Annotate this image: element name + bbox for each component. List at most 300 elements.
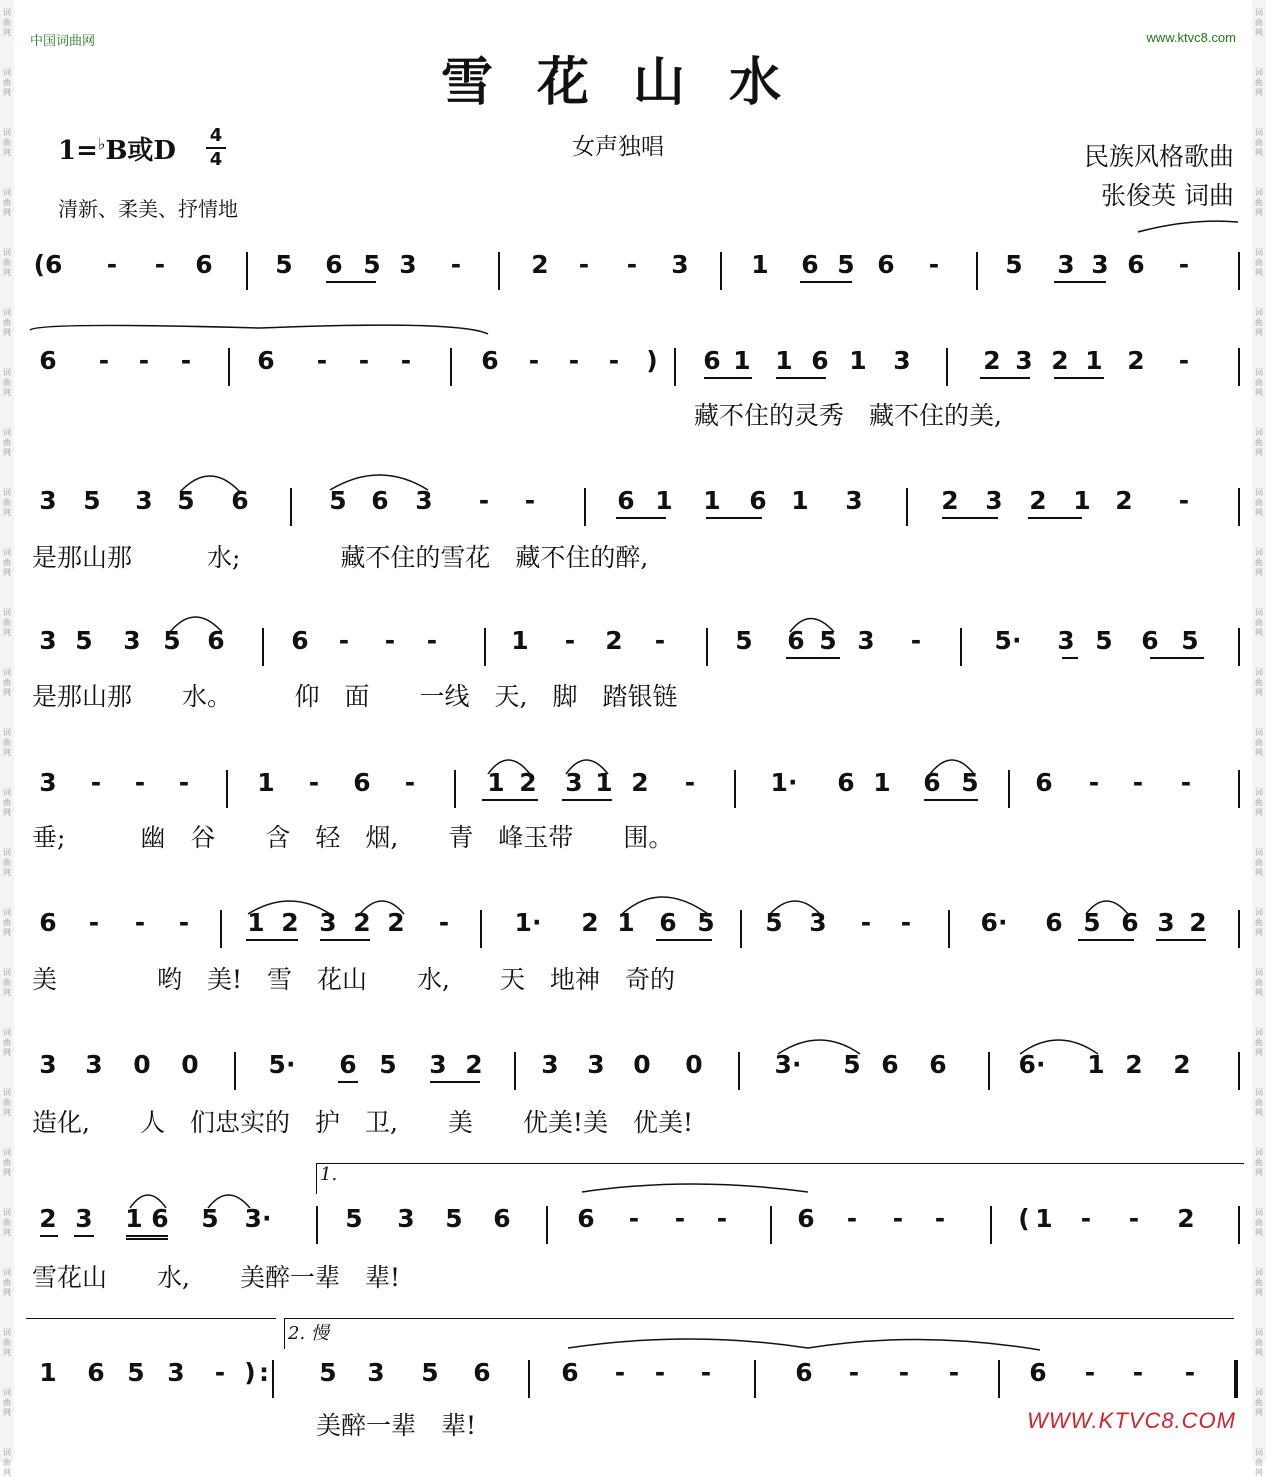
note: 6 <box>87 1358 105 1387</box>
note: 1 <box>247 908 265 937</box>
beam <box>430 1081 480 1083</box>
note: 2 <box>1127 346 1145 375</box>
watermark-glyph: 词 <box>1255 1388 1263 1397</box>
watermark-glyph: 网 <box>3 388 11 397</box>
watermark-glyph: 词 <box>3 68 11 77</box>
note: 2 <box>1051 346 1069 375</box>
dash: - <box>898 1358 910 1387</box>
slur <box>30 325 488 334</box>
note: 3 <box>1091 250 1109 279</box>
dash: - <box>564 626 576 655</box>
watermark-glyph: 词 <box>3 1388 11 1397</box>
watermark-glyph: 曲 <box>1255 1218 1263 1227</box>
watermark-glyph: 词 <box>3 1028 11 1037</box>
note: 3 <box>123 626 141 655</box>
barline <box>906 488 908 526</box>
note: 5 <box>345 1204 363 1233</box>
note: 1 <box>595 768 613 797</box>
watermark-glyph: 网 <box>1255 208 1263 217</box>
watermark-glyph: 词 <box>1255 488 1263 497</box>
note: 6 <box>371 486 389 515</box>
barline <box>316 1206 318 1244</box>
note: 6 <box>561 1358 579 1387</box>
beam <box>656 939 712 941</box>
watermark-glyph: 网 <box>3 1288 11 1297</box>
beam <box>1156 939 1206 941</box>
note: 6 <box>493 1204 511 1233</box>
watermark-glyph: 网 <box>1255 988 1263 997</box>
barline <box>226 770 228 808</box>
barline <box>272 1360 274 1398</box>
note: 1 <box>125 1204 143 1233</box>
beam <box>338 1081 358 1083</box>
barline <box>246 252 248 290</box>
watermark-glyph: 词 <box>1255 908 1263 917</box>
watermark-glyph: 词 <box>1255 668 1263 677</box>
note: 5 <box>837 250 855 279</box>
barline <box>228 348 230 386</box>
barline <box>480 910 482 948</box>
note: 3 <box>75 1204 93 1233</box>
watermark-glyph: 曲 <box>3 798 11 807</box>
watermark-glyph: 网 <box>3 1168 11 1177</box>
watermark-glyph: 网 <box>3 1348 11 1357</box>
dash: - <box>910 626 922 655</box>
watermark-glyph: 曲 <box>3 738 11 747</box>
note: 3 <box>39 768 57 797</box>
dash: - <box>1088 768 1100 797</box>
barline <box>1234 1360 1238 1398</box>
note: 2 <box>519 768 537 797</box>
note: 6 <box>39 346 57 375</box>
note: 1 <box>751 250 769 279</box>
note: 6 <box>1045 908 1063 937</box>
note: 5 <box>961 768 979 797</box>
note: 6 <box>811 346 829 375</box>
watermark-glyph: 曲 <box>3 138 11 147</box>
watermark-glyph: 曲 <box>3 558 11 567</box>
watermark-glyph: 网 <box>3 628 11 637</box>
barline <box>1238 488 1240 526</box>
dash: - <box>716 1204 728 1233</box>
watermark-glyph: 曲 <box>1255 258 1263 267</box>
watermark-glyph: 曲 <box>3 1158 11 1167</box>
dash: - <box>308 768 320 797</box>
beam <box>942 517 998 519</box>
watermark-glyph: 词 <box>3 1328 11 1337</box>
note: 2 <box>387 908 405 937</box>
note: 1 <box>655 486 673 515</box>
note: 1 <box>775 346 793 375</box>
note: 5 <box>379 1050 397 1079</box>
watermark-glyph: 曲 <box>1255 618 1263 627</box>
dash: - <box>214 1358 226 1387</box>
dash: - <box>1184 1358 1196 1387</box>
watermark-glyph: 词 <box>3 1148 11 1157</box>
beam <box>980 377 1030 379</box>
note: 0 <box>133 1050 151 1079</box>
repeat-sign: : <box>259 1358 269 1387</box>
watermark-glyph: 网 <box>3 928 11 937</box>
watermark-glyph: 词 <box>3 188 11 197</box>
watermark-glyph: 网 <box>1255 448 1263 457</box>
note: 3· <box>244 1204 272 1233</box>
dash: - <box>674 1204 686 1233</box>
dash: - <box>1180 768 1192 797</box>
watermark-glyph: 曲 <box>1255 198 1263 207</box>
note: 3· <box>774 1050 802 1079</box>
note: 3 <box>429 1050 447 1079</box>
note: 2 <box>531 250 549 279</box>
watermark-glyph: 词 <box>1255 1088 1263 1097</box>
watermark-glyph: 词 <box>1255 428 1263 437</box>
watermark-glyph: 曲 <box>1255 558 1263 567</box>
note: 1 <box>39 1358 57 1387</box>
note: 1 <box>1085 346 1103 375</box>
watermark-glyph: 词 <box>3 1088 11 1097</box>
note: 6 <box>1127 250 1145 279</box>
watermark-glyph: 词 <box>1255 1028 1263 1037</box>
note: 3 <box>541 1050 559 1079</box>
beam <box>562 799 612 801</box>
note: 6 <box>659 908 677 937</box>
note: 0 <box>685 1050 703 1079</box>
first-ending-label: 1. <box>320 1164 338 1185</box>
dash: - <box>928 250 940 279</box>
watermark-glyph: 曲 <box>1255 438 1263 447</box>
note: 5 <box>75 626 93 655</box>
note: 3 <box>1015 346 1033 375</box>
note: 2 <box>39 1204 57 1233</box>
barline <box>220 910 222 948</box>
note: 3 <box>809 908 827 937</box>
note: 6 <box>749 486 767 515</box>
note: 6 <box>703 346 721 375</box>
barline <box>674 348 676 386</box>
note: 1· <box>770 768 798 797</box>
barline <box>234 1052 236 1090</box>
song-title: 雪花山水 <box>440 52 825 113</box>
note: 6 <box>339 1050 357 1079</box>
watermark-glyph: 词 <box>3 548 11 557</box>
note: 6 <box>877 250 895 279</box>
dash: - <box>608 346 620 375</box>
barline <box>740 910 742 948</box>
watermark-glyph: 曲 <box>3 1398 11 1407</box>
watermark-glyph: 词 <box>1255 8 1263 17</box>
time-signature <box>206 126 226 170</box>
watermark-glyph: 词 <box>3 608 11 617</box>
watermark-glyph: 网 <box>3 268 11 277</box>
watermark-glyph: 词 <box>1255 368 1263 377</box>
dash: - <box>1178 346 1190 375</box>
second-ending-bracket <box>284 1318 1234 1349</box>
watermark-glyph: 网 <box>3 1048 11 1057</box>
dash: - <box>478 486 490 515</box>
beam <box>126 1238 168 1240</box>
right-watermark-strip <box>1252 0 1266 1477</box>
note: 3 <box>1157 908 1175 937</box>
dash: - <box>426 626 438 655</box>
watermark-glyph: 网 <box>1255 28 1263 37</box>
note: 5 <box>275 250 293 279</box>
dash: - <box>700 1358 712 1387</box>
note: 1 <box>511 626 529 655</box>
note: 5 <box>163 626 181 655</box>
site-name-left[interactable]: 中国词曲网 <box>30 33 96 48</box>
note: 5 <box>201 1204 219 1233</box>
watermark-glyph: 曲 <box>1255 1278 1263 1287</box>
note: 3 <box>587 1050 605 1079</box>
watermark-glyph: 网 <box>3 748 11 757</box>
watermark-glyph: 词 <box>3 668 11 677</box>
note: 5 <box>445 1204 463 1233</box>
note: 1 <box>791 486 809 515</box>
note: 6 <box>795 1358 813 1387</box>
beam <box>126 1235 168 1237</box>
note: 2 <box>1189 908 1207 937</box>
watermark-glyph: 曲 <box>1255 918 1263 927</box>
note: 6 <box>577 1204 595 1233</box>
note: 3 <box>39 626 57 655</box>
note: 5 <box>1095 626 1113 655</box>
watermark-glyph: 词 <box>1255 548 1263 557</box>
dash: - <box>316 346 328 375</box>
watermark-glyph: 曲 <box>3 918 11 927</box>
note: 5 <box>127 1358 145 1387</box>
dash: - <box>90 768 102 797</box>
watermark-glyph: 词 <box>1255 968 1263 977</box>
watermark-glyph: 网 <box>3 1408 11 1417</box>
note: 3 <box>893 346 911 375</box>
barline <box>754 1360 756 1398</box>
note: 5 <box>735 626 753 655</box>
watermark-glyph: 词 <box>3 788 11 797</box>
note: 6 <box>231 486 249 515</box>
watermark-glyph: 网 <box>1255 268 1263 277</box>
beam <box>704 377 752 379</box>
watermark-glyph: 网 <box>3 148 11 157</box>
watermark-glyph: 词 <box>1255 1148 1263 1157</box>
lyric-line: 造化, 人 们忠实的 护 卫, 美 优美!美 优美! <box>32 1108 693 1137</box>
watermark-glyph: 曲 <box>1255 1338 1263 1347</box>
note: 3 <box>671 250 689 279</box>
watermark-glyph: 曲 <box>3 198 11 207</box>
watermark-glyph: 曲 <box>1255 18 1263 27</box>
lyric-line: 雪花山 水, 美醉一辈 辈! <box>32 1263 400 1292</box>
dash: - <box>1080 1204 1092 1233</box>
watermark-glyph: 词 <box>3 428 11 437</box>
note: 2 <box>465 1050 483 1079</box>
watermark-glyph: 曲 <box>3 258 11 267</box>
note: 6· <box>980 908 1008 937</box>
note: 1 <box>849 346 867 375</box>
note: 6 <box>797 1204 815 1233</box>
site-url-right[interactable]: www.ktvc8.com <box>1146 30 1236 45</box>
watermark-glyph: 网 <box>1255 808 1263 817</box>
beam <box>1062 657 1078 659</box>
watermark-glyph: 网 <box>3 868 11 877</box>
barline <box>262 628 264 666</box>
lyric-line: 美 哟 美! 雪 花山 水, 天 地神 奇的 <box>32 965 675 994</box>
watermark-glyph: 网 <box>1255 388 1263 397</box>
note: 6 <box>837 768 855 797</box>
note: 6 <box>929 1050 947 1079</box>
dash: - <box>338 626 350 655</box>
barline <box>1008 770 1010 808</box>
watermark-glyph: 词 <box>3 848 11 857</box>
watermark-glyph: 词 <box>1255 1268 1263 1277</box>
dash: - <box>528 346 540 375</box>
watermark-glyph: 词 <box>3 488 11 497</box>
dash: - <box>154 250 166 279</box>
note: 1 <box>1035 1204 1053 1233</box>
note: 5 <box>329 486 347 515</box>
lyric-line: 藏不住的灵秀 藏不住的美, <box>694 401 1002 430</box>
barline <box>450 348 452 386</box>
watermark-glyph: 词 <box>3 728 11 737</box>
dash: - <box>848 1358 860 1387</box>
beam <box>482 799 538 801</box>
barline <box>976 252 978 290</box>
watermark-glyph: 曲 <box>1255 318 1263 327</box>
note: ( <box>1018 1204 1030 1233</box>
note: 6· <box>1018 1050 1046 1079</box>
watermark-glyph: 网 <box>1255 868 1263 877</box>
credits: 张俊英 词曲 <box>1101 181 1234 210</box>
watermark-glyph: 词 <box>3 368 11 377</box>
barline <box>960 628 962 666</box>
beam <box>246 939 298 941</box>
dash: - <box>438 908 450 937</box>
note: 6 <box>1141 626 1159 655</box>
beam <box>1028 517 1082 519</box>
watermark-glyph: 曲 <box>3 1098 11 1107</box>
note: 5 <box>83 486 101 515</box>
barline <box>498 252 500 290</box>
watermark-glyph: 词 <box>1255 1208 1263 1217</box>
system-line <box>26 1318 276 1319</box>
note: 2 <box>631 768 649 797</box>
watermark-glyph: 词 <box>1255 608 1263 617</box>
key-signature <box>58 130 176 167</box>
lyric-line: 垂; 幽 谷 含 轻 烟, 青 峰玉带 围。 <box>32 823 674 852</box>
beam <box>74 1235 94 1237</box>
watermark-glyph: 网 <box>3 208 11 217</box>
note: 3 <box>135 486 153 515</box>
dash: - <box>654 1358 666 1387</box>
note: 5 <box>765 908 783 937</box>
beam <box>320 939 370 941</box>
note: 2 <box>983 346 1001 375</box>
watermark-glyph: 曲 <box>3 1278 11 1287</box>
barline <box>584 488 586 526</box>
barline <box>454 770 456 808</box>
note: 5· <box>268 1050 296 1079</box>
note: 3 <box>319 908 337 937</box>
watermark-glyph: 网 <box>1255 1228 1263 1237</box>
note: 2 <box>941 486 959 515</box>
dash: - <box>358 346 370 375</box>
watermark-glyph: 词 <box>3 128 11 137</box>
note: 2 <box>1029 486 1047 515</box>
watermark-glyph: 曲 <box>3 378 11 387</box>
watermark-glyph: 网 <box>3 28 11 37</box>
dash: - <box>628 1204 640 1233</box>
note: 0 <box>181 1050 199 1079</box>
note: 2 <box>281 908 299 937</box>
watermark-glyph: 曲 <box>3 498 11 507</box>
watermark-glyph: 网 <box>1255 1348 1263 1357</box>
beam <box>40 1235 58 1237</box>
watermark-glyph: 词 <box>3 968 11 977</box>
watermark-glyph: 网 <box>1255 1288 1263 1297</box>
barline <box>1238 910 1240 948</box>
watermark-glyph: 网 <box>3 988 11 997</box>
dash: - <box>626 250 638 279</box>
left-watermark-strip <box>0 0 14 1477</box>
note: 3 <box>1057 626 1075 655</box>
watermark-glyph: 网 <box>3 328 11 337</box>
dash: - <box>568 346 580 375</box>
watermark-glyph: 词 <box>3 1268 11 1277</box>
note: 6 <box>881 1050 899 1079</box>
watermark-glyph: 词 <box>1255 1328 1263 1337</box>
note: 6 <box>787 626 805 655</box>
footer-url[interactable]: WWW.KTVC8.COM <box>1027 1408 1236 1433</box>
watermark-glyph: 网 <box>3 1228 11 1237</box>
dash: - <box>134 768 146 797</box>
dash: - <box>178 768 190 797</box>
dash: - <box>1178 250 1190 279</box>
watermark-glyph: 网 <box>3 448 11 457</box>
beam <box>1150 657 1204 659</box>
watermark-glyph: 词 <box>1255 248 1263 257</box>
watermark-glyph: 网 <box>1255 328 1263 337</box>
watermark-glyph: 曲 <box>1255 798 1263 807</box>
watermark-glyph: 曲 <box>3 678 11 687</box>
watermark-glyph: 网 <box>3 1108 11 1117</box>
note: 6 <box>39 908 57 937</box>
dash: - <box>1178 486 1190 515</box>
dash: - <box>1084 1358 1096 1387</box>
tempo-marking: 清新、柔美、抒情地 <box>58 197 238 221</box>
watermark-glyph: 曲 <box>1255 1398 1263 1407</box>
dash: - <box>614 1358 626 1387</box>
note: 2 <box>605 626 623 655</box>
watermark-glyph: 词 <box>3 248 11 257</box>
watermark-glyph: 网 <box>1255 1168 1263 1177</box>
note: 5 <box>319 1358 337 1387</box>
note: (6 <box>33 250 63 279</box>
note: 2 <box>353 908 371 937</box>
note: 2 <box>1125 1050 1143 1079</box>
dash: - <box>860 908 872 937</box>
beam <box>800 281 852 283</box>
note: 3 <box>399 250 417 279</box>
watermark-glyph: 曲 <box>1255 678 1263 687</box>
note: 1 <box>257 768 275 797</box>
watermark-glyph: 曲 <box>1255 738 1263 747</box>
dash: - <box>106 250 118 279</box>
watermark-glyph: 词 <box>1255 128 1263 137</box>
watermark-glyph: 词 <box>1255 188 1263 197</box>
watermark-glyph: 曲 <box>3 618 11 627</box>
watermark-glyph: 词 <box>1255 68 1263 77</box>
barline <box>1238 1052 1240 1090</box>
note: 6 <box>617 486 635 515</box>
note: 5 <box>819 626 837 655</box>
